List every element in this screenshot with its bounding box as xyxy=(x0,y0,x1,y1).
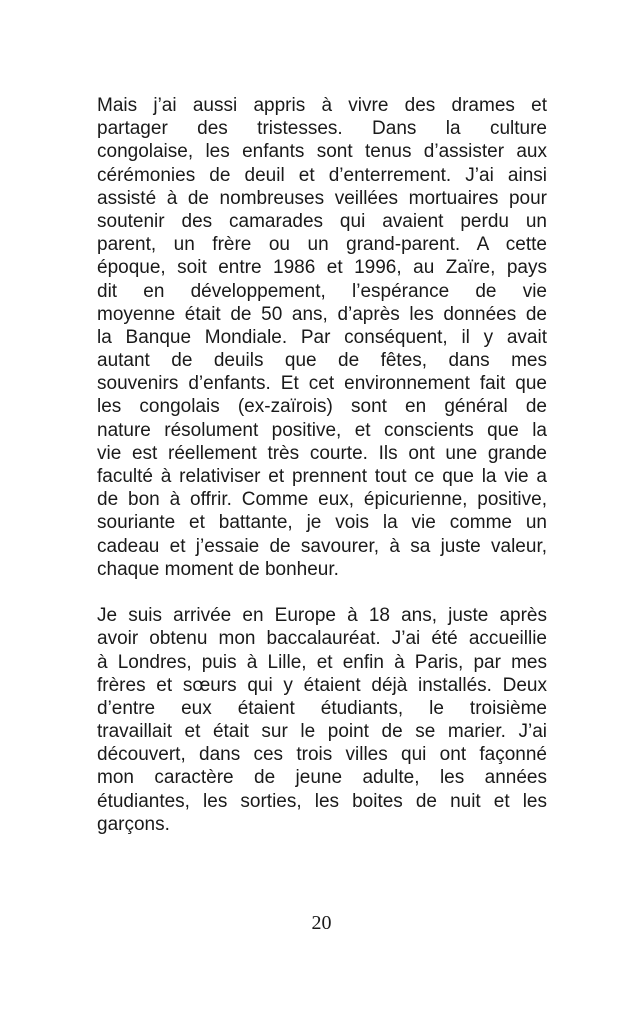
text-line: nature résolument positive, et conscients que la xyxy=(97,419,547,441)
page-number: 20 xyxy=(311,912,332,934)
text-line: congolaise, les enfants sont tenus d’assister aux xyxy=(97,141,547,163)
text-line: parent, un frère ou un grand-parent. A cette xyxy=(97,234,547,256)
paragraph xyxy=(97,604,547,836)
text-line: la Banque Mondiale. Par conséquent, il y avait xyxy=(97,326,547,348)
text-line: étudiantes, les sorties, les boites de nuit et les xyxy=(97,790,547,812)
text-line: avoir obtenu mon baccalauréat. J’ai été accueillie xyxy=(97,628,547,650)
text-line: découvert, dans ces trois villes qui ont façonné xyxy=(97,744,547,766)
text-line: partager des tristesses. Dans la culture xyxy=(97,118,547,140)
text-line: dit en développement, l’espérance de vie xyxy=(97,280,547,302)
text-line: les congolais (ex-zaïrois) sont en général de xyxy=(97,396,547,418)
text-line: Je suis arrivée en Europe à 18 ans, juste après xyxy=(97,605,547,627)
page-body xyxy=(97,94,547,859)
paragraph xyxy=(97,94,547,581)
text-line: cérémonies de deuil et d’enterrement. J’ai ainsi xyxy=(97,164,547,186)
text-line: moyenne était de 50 ans, d’après les données de xyxy=(97,303,547,325)
text-line: à Londres, puis à Lille, et enfin à Paris, par mes xyxy=(97,651,547,673)
text-line: Mais j’ai aussi appris à vivre des drames et xyxy=(97,95,547,116)
text-line: cadeau et j’essaie de savourer, à sa juste valeur, xyxy=(97,535,547,557)
text-line: de bon à offrir. Comme eux, épicurienne, positive, xyxy=(97,489,547,511)
text-line: travaillait et était sur le point de se marier. J’ai xyxy=(97,721,547,743)
text-line: vie est réellement très courte. Ils ont une grande xyxy=(97,442,547,464)
text-line: d’entre eux étaient étudiants, le troisième xyxy=(97,697,547,719)
text-line: chaque moment de bonheur. xyxy=(97,558,339,580)
text-line: soutenir des camarades qui avaient perdu un xyxy=(97,210,547,232)
text-line: assisté à de nombreuses veillées mortuaires pour xyxy=(97,187,547,209)
text-line: faculté à relativiser et prennent tout ce que la vie a xyxy=(97,466,547,487)
text-line: souriante et battante, je vois la vie comme un xyxy=(97,512,547,534)
text-line: époque, soit entre 1986 et 1996, au Zaïre, pays xyxy=(97,257,547,279)
text-line: frères et sœurs qui y étaient déjà installés. Deux xyxy=(97,674,547,696)
text-line: autant de deuils que de fêtes, dans mes xyxy=(97,350,547,372)
text-line: mon caractère de jeune adulte, les années xyxy=(97,767,547,789)
text-line: garçons. xyxy=(97,813,170,835)
text-line: souvenirs d’enfants. Et cet environnement fait que xyxy=(97,373,547,395)
